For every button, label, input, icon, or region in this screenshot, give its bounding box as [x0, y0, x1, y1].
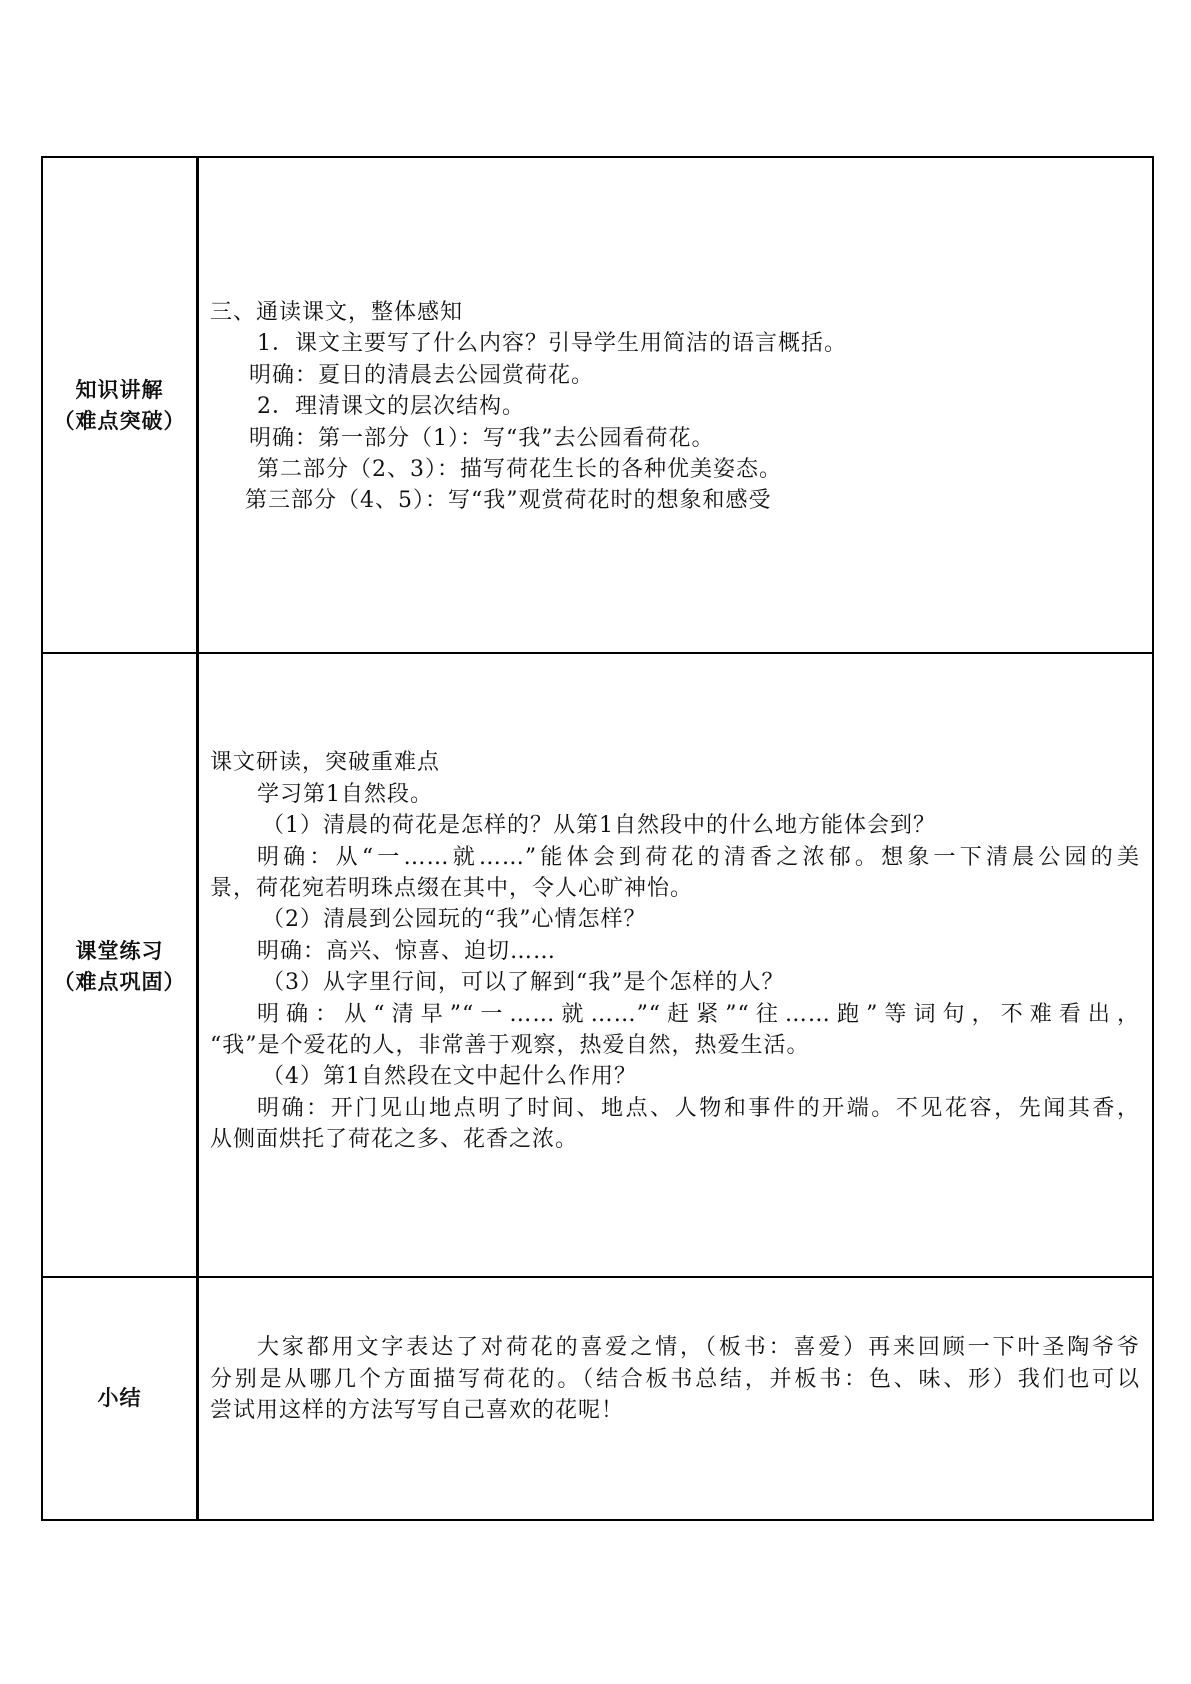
- row-sublabel: （难点巩固）: [53, 970, 186, 994]
- content-line: （2）清晨到公园玩的“我”心情怎样？: [262, 907, 647, 932]
- content-line: 学习第1自然段。: [257, 782, 433, 807]
- content-line: 第二部分（2、3）：描写荷花生长的各种优美姿态。: [257, 457, 782, 482]
- content-line: 2．理清课文的层次结构。: [257, 394, 525, 419]
- column-divider: [196, 156, 199, 1521]
- content-line: 明确：高兴、惊喜、迫切……: [257, 939, 557, 964]
- content-line: 1．课文主要写了什么内容？引导学生用简洁的语言概括。: [257, 331, 847, 356]
- content-line: 课文研读，突破重难点: [210, 750, 441, 775]
- content-line: （3）从字里行间，可以了解到“我”是个怎样的人？: [262, 970, 785, 995]
- content-line: 三、通读课文，整体感知: [210, 300, 464, 325]
- content-line: 明确：从“清早”“一……就……”“赶紧”“往……跑”等词句，不难看出，: [257, 1002, 1140, 1027]
- content-line: 景，荷花宛若明珠点缀在其中，令人心旷神怡。: [210, 876, 694, 901]
- content-line: “我”是个爱花的人，非常善于观察，热爱自然，热爱生活。: [210, 1033, 810, 1058]
- row-label: 课堂练习: [75, 939, 164, 963]
- row-label: 小结: [97, 1386, 142, 1410]
- row-divider: [41, 1276, 1154, 1278]
- content-line: 明确：从“一……就……”能体会到荷花的清香之浓郁。想象一下清晨公园的美: [257, 845, 1140, 870]
- row-label: 知识讲解: [75, 378, 164, 402]
- content-line: 明确：夏日的清晨去公园赏荷花。: [249, 363, 595, 388]
- content-line: 分别是从哪几个方面描写荷花的。（结合板书总结，并板书：色、味、形）我们也可以: [210, 1367, 1140, 1392]
- row-divider: [41, 652, 1154, 654]
- content-line: 明确：开门见山地点明了时间、地点、人物和事件的开端。不见花容，先闻其香，: [257, 1096, 1140, 1121]
- content-line: 从侧面烘托了荷花之多、花香之浓。: [210, 1127, 579, 1152]
- content-line: 尝试用这样的方法写写自己喜欢的花呢！: [210, 1398, 625, 1423]
- content-line: （4）第1自然段在文中起什么作用？: [262, 1064, 637, 1089]
- row-sublabel: （难点突破）: [53, 409, 186, 433]
- content-line: 大家都用文字表达了对荷花的喜爱之情，（板书：喜爱）再来回顾一下叶圣陶爷爷: [257, 1335, 1140, 1360]
- content-line: 第三部分（4、5）：写“我”观赏荷花时的想象和感受: [245, 488, 772, 513]
- content-line: （1）清晨的荷花是怎样的？从第1自然段中的什么地方能体会到？: [262, 813, 936, 838]
- content-line: 明确：第一部分（1）：写“我”去公园看荷花。: [249, 426, 715, 451]
